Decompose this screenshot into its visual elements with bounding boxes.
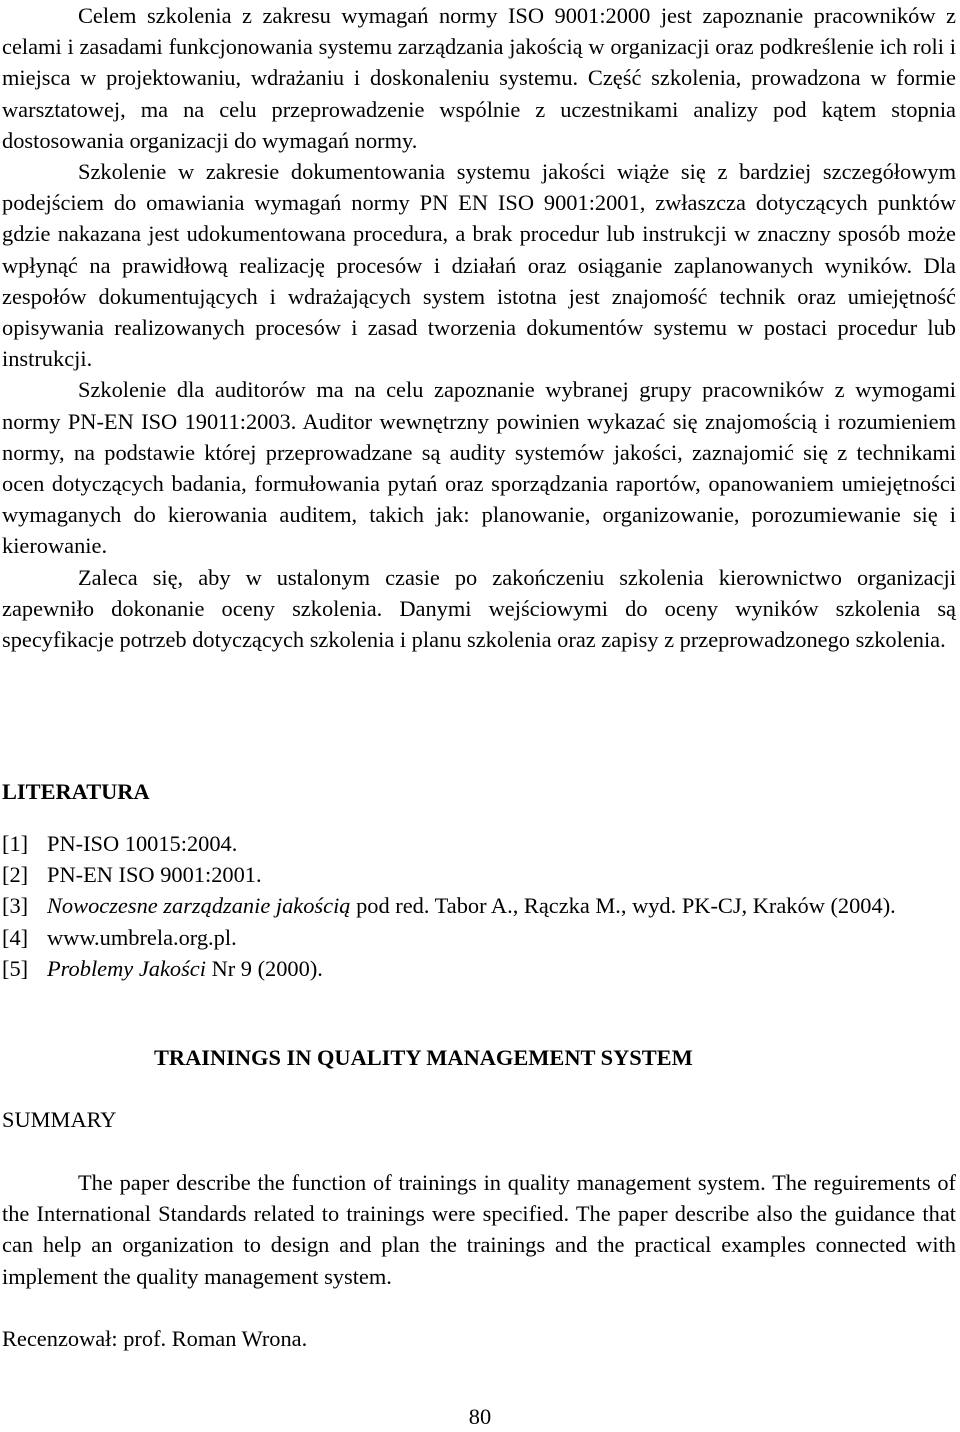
paragraph-training-goal: Celem szkolenia z zakresu wymagań normy ISO 9001:2000 jest zapoznanie pracowników z celami i zasadami funkcjonowania systemu zarządzania jakością w organizacji oraz podkreślenie ich roli i miejsca w projektowaniu, wdrażaniu i doskonaleniu systemu. Część szkolenia, prowadzona w formie warsztatowej, ma na celu przeprowadzenie wspólnie z uczestnikami analizy pod kątem stopnia dostosowania organizacji do wymagań normy. [2,3,956,153]
reference-item [2,953,956,984]
reference-text-plain: PN-EN ISO 9001:2001. [47,862,262,888]
reviewer-line: Recenzował: prof. Roman Wrona. [2,1326,308,1351]
reference-list [2,828,956,984]
reference-text-plain: PN-ISO 10015:2004. [47,831,238,856]
reference-text [47,859,956,890]
body-text [2,0,956,655]
reference-number: [2] [2,862,29,888]
reference-text-plain: pod red. Tabor A., Rączka M., wyd. PK-CJ, Kraków (2004). [350,893,896,919]
paragraph-documentation-training: Szkolenie w zakresie dokumentowania systemu jakości wiąże się z bardziej szczegółowym podejściem do omawiania wymagań normy PN EN ISO 9001:2001, zwłaszcza dotyczących punktów gdzie nakazana jest udokumentowana procedura, a brak procedur lub instrukcji w znaczny sposób może wpłynąć na prawidłową realizację procesów i działań oraz osiąganie zaplanowanych wyników. Dla zespołów dokumentujących i wdrażających system istotna jest znajomość technik oraz umiejętność opisywania realizowanych procesów i zasad tworzenia dokumentów systemu w postaci procedur lub instrukcji. [2,159,956,372]
reference-number: [4] [2,924,29,950]
reference-item [2,890,956,921]
paragraph-auditor-training: Szkolenie dla auditorów ma na celu zapoznanie wybranej grupy pracowników z wymogami normy PN-EN ISO 19011:2003. Auditor wewnętrzny powinien wykazać się znajomością i rozumieniem normy, na podstawie której przeprowadzane są audity systemów jakości, zaznajomić się z technikami ocen dotyczących badania, formułowania pytań oraz sporządzania raportów, opanowaniem umiejętności wymaganych do kierowania auditem, takich jak: planowanie, organizowanie, porozumiewanie się i kierowanie. [2,377,956,559]
summary-block [2,1167,956,1292]
paragraph-training-evaluation: Zaleca się, aby w ustalonym czasie po zakończeniu szkolenia kierownictwo organizacji zapewniło dokonanie oceny szkolenia. Danymi wejściowymi do oceny wyników szkolenia są specyfikacje potrzeb dotyczących szkolenia i planu szkolenia oraz zapisy z przeprowadzonego szkolenia. [2,564,956,653]
english-title: TRAININGS IN QUALITY MANAGEMENT SYSTEM [154,1045,693,1070]
reference-item [2,828,956,859]
summary-label: SUMMARY [2,1107,117,1132]
reference-text-plain: Nr 9 (2000). [205,955,323,981]
reference-title-italic: Nowoczesne zarządzanie jakością [47,893,351,919]
reference-item [2,922,956,953]
reference-text-plain: www.umbrela.org.pl. [47,924,237,950]
reference-text [47,828,956,859]
literature-heading: LITERATURA [2,779,150,804]
reference-text [47,922,956,953]
reference-number: [5] [2,955,29,981]
reference-text [47,953,956,984]
summary-text: The paper describe the function of trainings in quality management system. The reguirements of the International Standards related to trainings were specified. The paper describe also the guidance that can help an organization to design and plan the trainings and the practical examples connected with implement the quality management system. [2,1170,956,1289]
reference-text [47,890,956,921]
reference-number: [1] [2,831,29,856]
reference-title-italic: Problemy Jakości [47,955,206,981]
page-number: 80 [468,1404,492,1429]
reference-item [2,859,956,890]
reference-number: [3] [2,893,29,919]
